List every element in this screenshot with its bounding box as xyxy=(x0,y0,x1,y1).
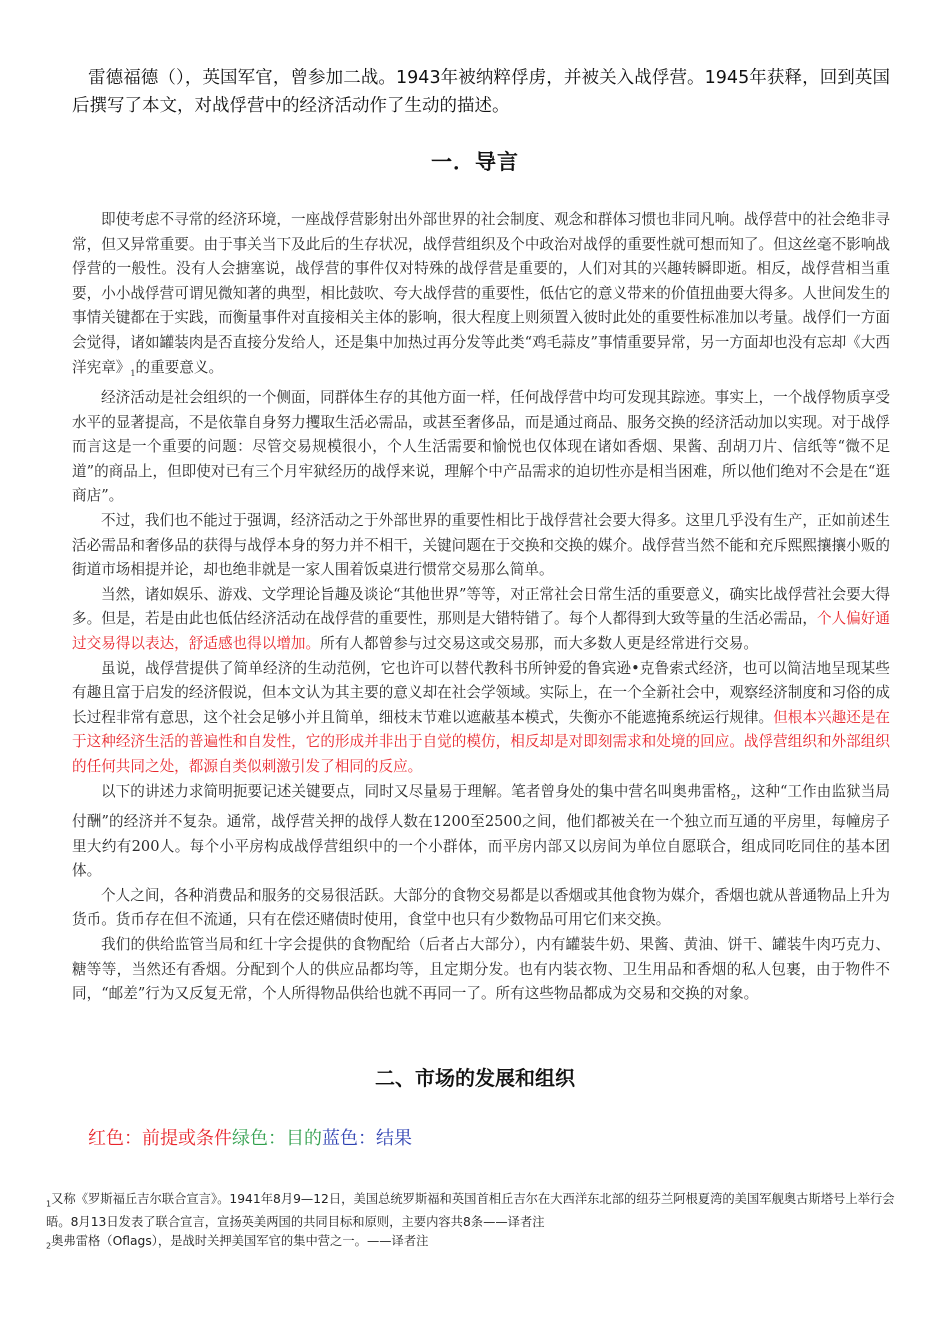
intro-paragraph: 雷德福德（），英国军官，曾参加二战。1943年被纳粹俘虏，并被关入战俘营。1945年获释，回到英国后撰写了本文，对战俘营中的经济活动作了生动的描述。 xyxy=(72,68,890,116)
footnote-ref-1[interactable]: 1 xyxy=(130,368,136,378)
footnote-1 xyxy=(46,1190,906,1232)
paragraph-5 xyxy=(72,657,890,780)
paragraph-4-text-a: 当然，诸如娱乐、游戏、文学理论旨趣及谈论“其他世界”等等，对正常社会日常生活的重要意义，确实比战俘营社会要大得多。但是，若是由此也低估经济活动在战俘营的重要性，那则是大错特错了。每个人都得到大致等量的生活必需品， xyxy=(72,585,890,628)
paragraph-6 xyxy=(72,780,890,884)
paragraph-2: 经济活动是社会组织的一个侧面，同群体生存的其他方面一样，任何战俘营中均可发现其踪迹。事实上，一个战俘物质享受水平的显著提高，不是依靠自身努力攫取生活必需品，或甚至奢侈品，而是通过商品、服务交换的经济活动加以实现。对于战俘而言这是一个重要的问题：尽管交易规模很小，个人生活需要和愉悦也仅体现在诸如香烟、果酱、刮胡刀片、信纸等“微不足道”的商品上，但即使对已有三个月牢狱经历的战俘来说，理解个中产品需求的迫切性亦是相当困难，所以他们绝对不会是在“逛商店”。 xyxy=(72,389,890,505)
paragraph-4-highlight-red: 个人偏好通过交易得以表达，舒适感也得以增加。 xyxy=(72,610,890,652)
paragraph-1-text-b: 的重要意义。 xyxy=(135,358,224,376)
paragraph-6-text-a: 以下的讲述力求简明扼要记述关键要点，同时又尽量易于理解。笔者曾身处的集中营名叫奥弗雷格 xyxy=(101,782,731,800)
footnote-1-number: 1 xyxy=(46,1199,52,1209)
legend-red: 红色：前提或条件 xyxy=(88,1128,232,1149)
footnote-2-number: 2 xyxy=(46,1241,52,1251)
body-text xyxy=(72,208,890,1007)
paragraph-6-text-b: ，这种“工作由监狱当局付酬”的经济并不复杂。通常，战俘营关押的战俘人数在1200至2500之间，他们都被关在一个独立而互通的平房里，每幢房子里大约有200人。每个小平房构成战俘营组织中的一个小群体，而平房内部又以房间为单位自愿联合，组成同吃同住的基本团体。 xyxy=(72,782,890,880)
section-title-introduction: 一．导言 xyxy=(431,150,519,174)
footnotes xyxy=(46,1190,906,1256)
paragraph-5-text-a: 虽说，战俘营提供了简单经济的生动范例，它也许可以替代教科书所钟爱的鲁宾逊•克鲁索式经济，也可以简洁地呈现某些有趣且富于启发的经济假说，但本文认为其主要的意义却在社会学领域。实际上，在一个全新社会中，观察经济制度和习俗的成长过程非常有意思，这个社会足够小并且简单，细枝末节难以遮蔽基本模式，失衡亦不能遮掩系统运行规律。 xyxy=(72,659,890,726)
paragraph-3: 不过，我们也不能过于强调，经济活动之于外部世界的重要性相比于战俘营社会要大得多。这里几乎没有生产，正如前述生活必需品和奢侈品的获得与战俘本身的努力并不相干，关键问题在于交换和交换的媒介。战俘营当然不能和充斥熙熙攘攘小贩的街道市场相提并论，却也绝非就是一家人围着饭桌进行惯常交易那么简单。 xyxy=(72,512,890,579)
paragraph-4 xyxy=(72,583,890,657)
footnote-1-text: 又称《罗斯福丘吉尔联合宣言》。1941年8月9—12日，美国总统罗斯福和英国首相丘吉尔在大西洋东北部的纽芬兰阿根夏湾的美国军舰奥古斯塔号上举行会晤。8月13日发表了联合宣言，宣扬英美两国的共同目标和原则，主要内容共8条——译者注 xyxy=(46,1192,895,1230)
paragraph-4-text-b: 所有人都曾参与过交易这或交易那，而大多数人更是经常进行交易。 xyxy=(320,635,758,652)
color-legend xyxy=(88,1124,412,1150)
footnote-2-text: 奥弗雷格（Oflags），是战时关押美国军官的集中营之一。——译者注 xyxy=(51,1234,429,1249)
legend-blue: 蓝色：结果 xyxy=(322,1128,412,1149)
footnote-2 xyxy=(46,1232,906,1255)
legend-green: 绿色：目的 xyxy=(232,1128,322,1149)
footnote-ref-2[interactable]: 2 xyxy=(730,792,736,802)
paragraph-1-text-a: 即使考虑不寻常的经济环境，一座战俘营影射出外部世界的社会制度、观念和群体习惯也非同凡响。战俘营中的社会绝非寻常，但又异常重要。由于事关当下及此后的生存状况，战俘营组织及个中政治对战俘的重要性就可想而知了。但这丝毫不影响战俘营的一般性。没有人会搪塞说，战俘营的事件仅对特殊的战俘营是重要的，人们对其的兴趣转瞬即逝。相反，战俘营相当重要，小小战俘营可谓见微知著的典型，相比鼓吹、夸大战俘营的重要性，低估它的意义带来的价值扭曲要大得多。人世间发生的事情关键都在于实践，而衡量事件对直接相关主体的影响，很大程度上则须置入彼时此处的重要性标准加以考量。战俘们一方面会觉得，诸如罐装肉是否直接分发给人，还是集中加热过再分发等此类“鸡毛蒜皮”事情重要异常，另一方面却也没有忘却《大西洋宪章》 xyxy=(72,211,890,376)
paragraph-7: 个人之间，各种消费品和服务的交易很活跃。大部分的食物交易都是以香烟或其他食物为媒介，香烟也就从普通物品上升为货币。货币存在但不流通，只有在偿还赌债时使用，食堂中也只有少数物品可用它们来交换。 xyxy=(72,886,890,929)
paragraph-8: 我们的供给监管当局和红十字会提供的食物配给（后者占大部分），内有罐装牛奶、果酱、黄油、饼干、罐装牛肉巧克力、糖等等，当然还有香烟。分配到个人的供应品都均等，且定期分发。也有内装衣物、卫生用品和香烟的私人包裹，由于物件不同，“邮差”行为又反复无常，个人所得物品供给也就不再同一了。所有这些物品都成为交易和交换的对象。 xyxy=(72,936,890,1003)
section-title-market: 二、市场的发展和组织 xyxy=(375,1066,575,1090)
paragraph-5-highlight-red: 但根本兴趣还是在于这种经济生活的普遍性和自发性，它的形成并非出于自觉的模仿，相反却是对即刻需求和处境的回应。战俘营组织和外部组织的任何共同之处，都源自类似刺激引发了相同的反应。 xyxy=(72,708,890,775)
paragraph-1 xyxy=(72,208,890,386)
